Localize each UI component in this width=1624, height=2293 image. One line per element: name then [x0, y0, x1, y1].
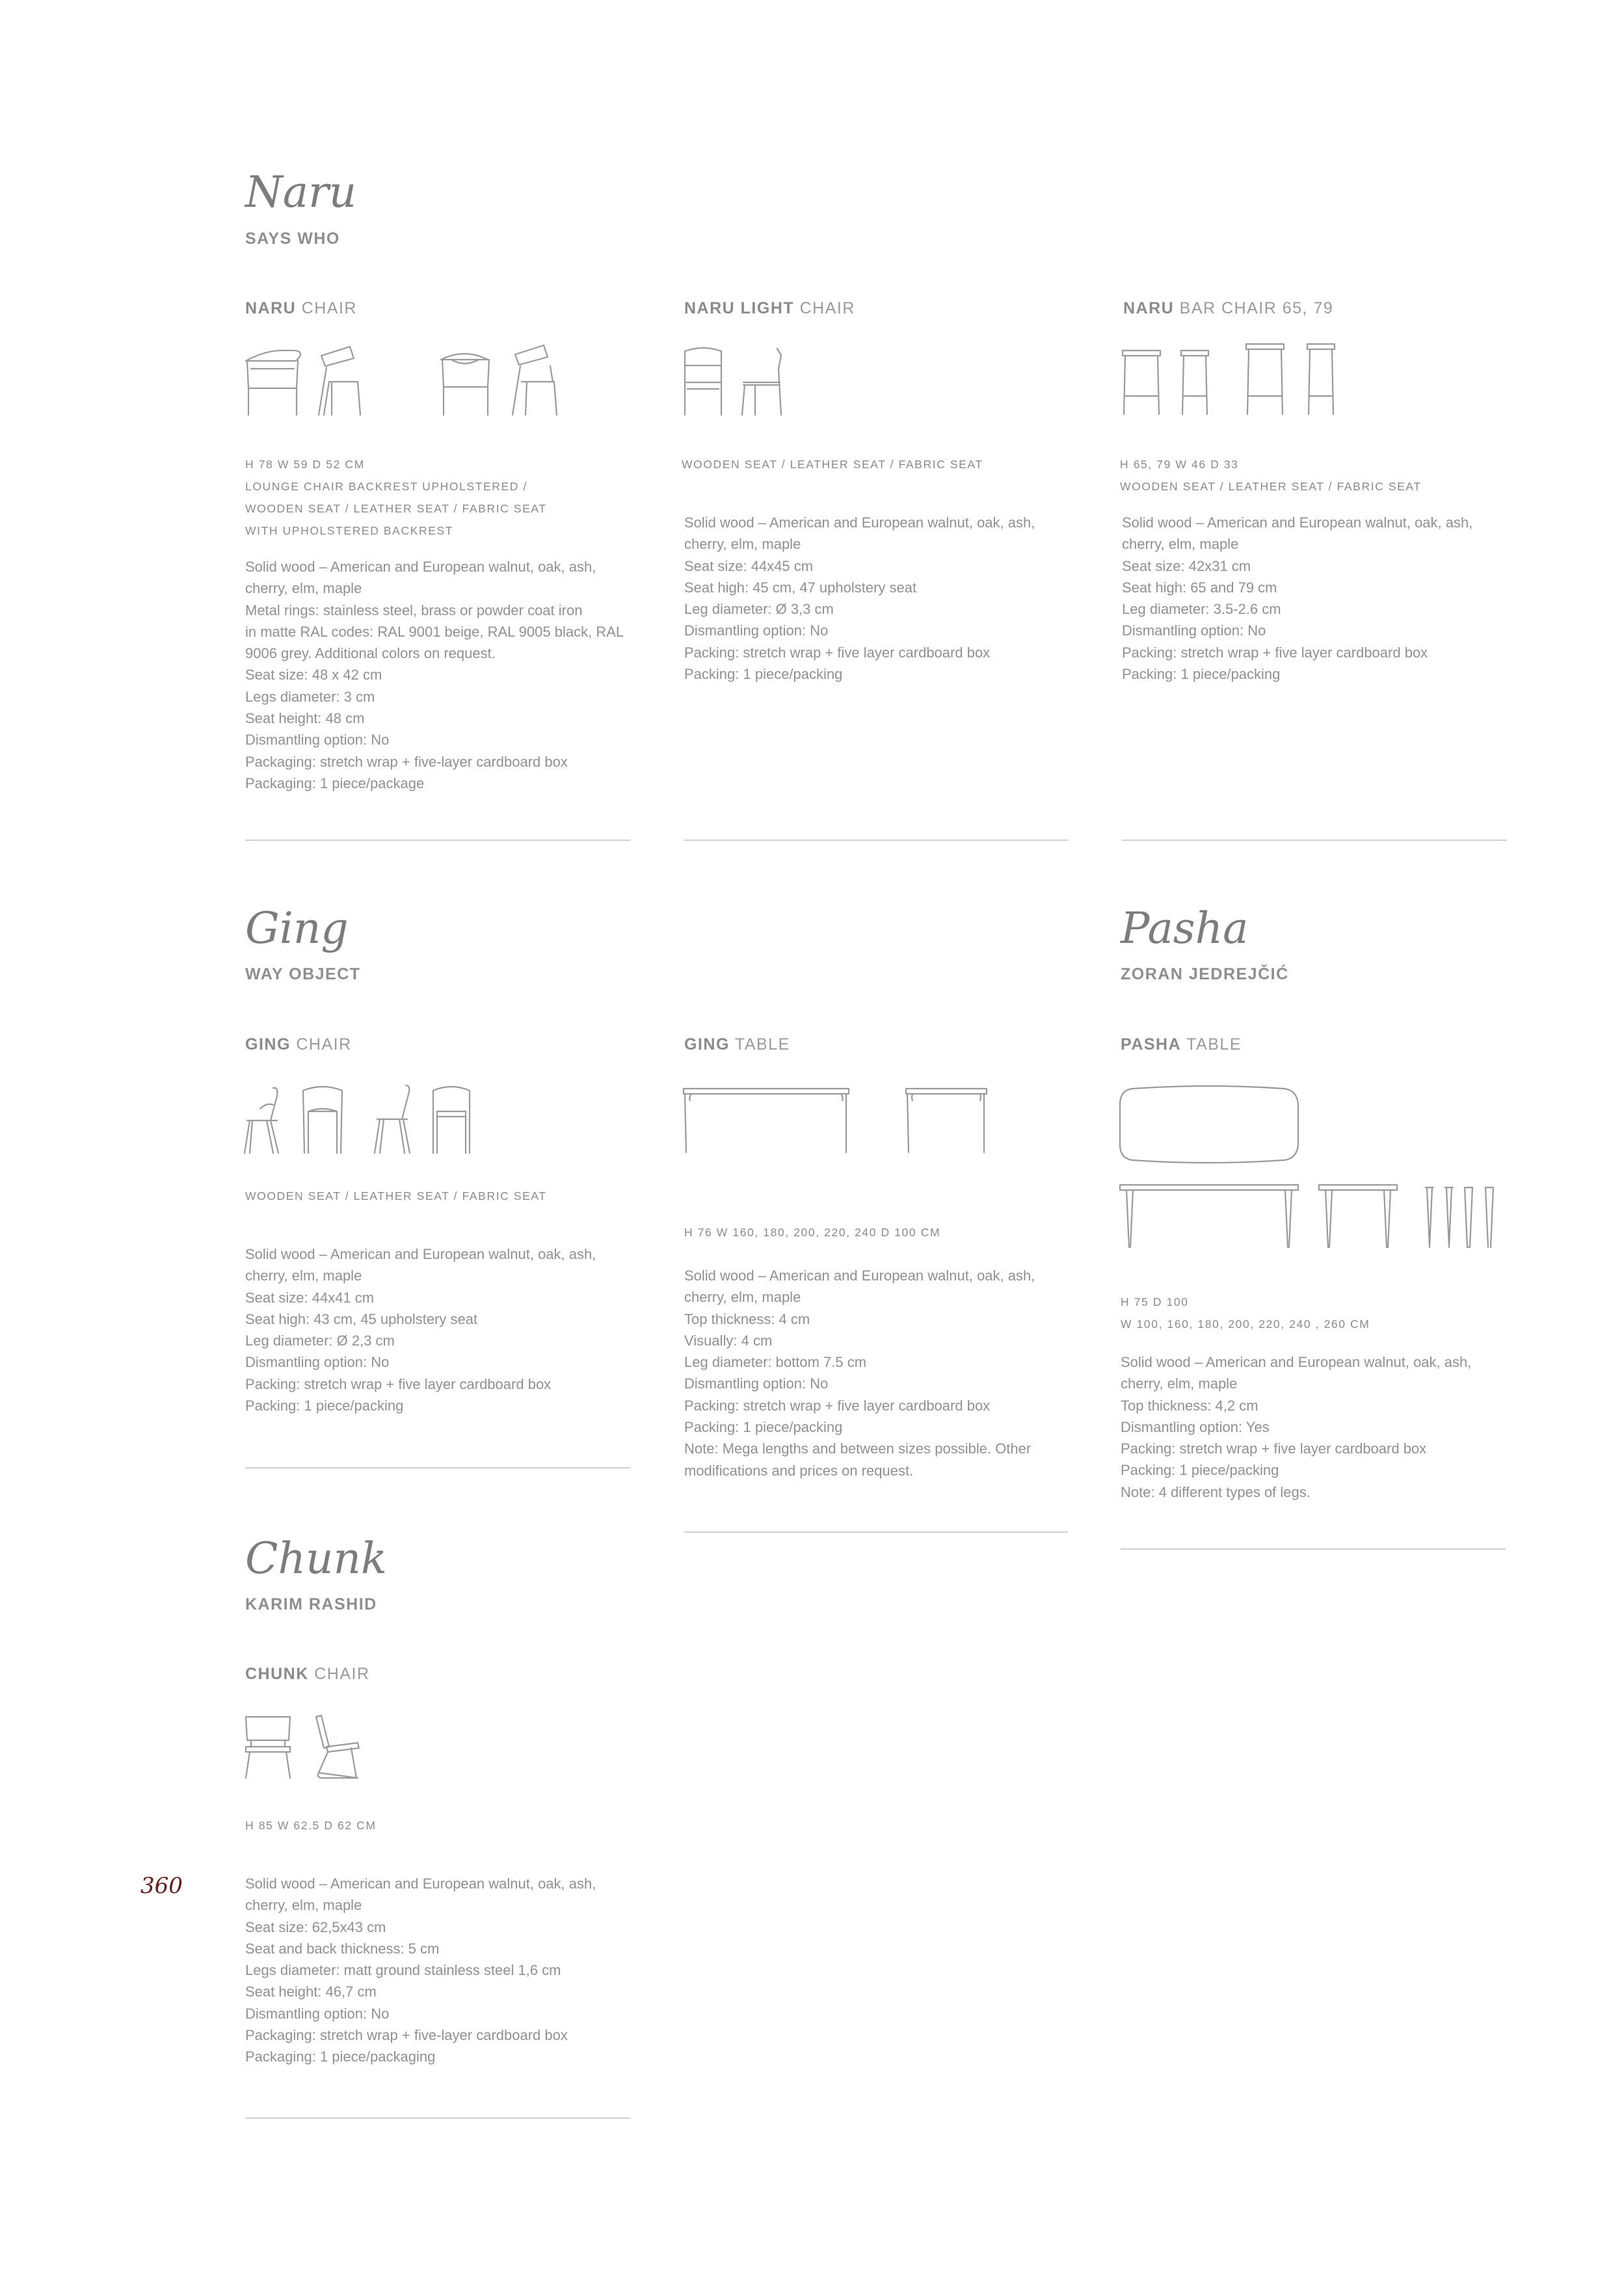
product-title-ging-chair: GING CHAIR [245, 1035, 352, 1054]
naru-bar-chair-79-side-drawing [1307, 344, 1335, 414]
pasha-table-end-drawing [1319, 1185, 1397, 1247]
naru-chair-drawings [241, 341, 579, 423]
specs-naru-light-chair: WOODEN SEAT / LEATHER SEAT / FABRIC SEAT [682, 458, 983, 471]
naru-light-chair-side-drawing [742, 349, 781, 415]
details-pasha-table: Solid wood – American and European walnut, oak, ash, cherry, elm, maple Top thickness: 4,2 cm Dismantling option: Yes Packing: stretch wrap + five layer cardboard box Packing: 1 piece/packing Note: 4 different types of legs. [1121, 1354, 1472, 1500]
naru-light-chair-drawings [680, 343, 797, 421]
pasha-table-side-drawing [1120, 1185, 1298, 1247]
ging-table-drawings [680, 1085, 992, 1156]
chunk-chair-drawings [241, 1710, 371, 1785]
product-title-naru-chair: NARU CHAIR [245, 299, 357, 317]
product-title-naru-bar-chair: NARU BAR CHAIR 65, 79 [1123, 299, 1334, 317]
ging-table-side-drawing [684, 1089, 849, 1152]
pasha-table-drawings [1117, 1085, 1508, 1254]
specs-ging-table: H 76 W 160, 180, 200, 220, 240 D 100 CM [684, 1226, 941, 1239]
specs-ging-chair: WOODEN SEAT / LEATHER SEAT / FABRIC SEAT [245, 1189, 547, 1202]
product-title-pasha-table: PASHA TABLE [1121, 1035, 1242, 1054]
chunk-chair-front-drawing [246, 1717, 290, 1778]
ging-chair-drawings [241, 1083, 488, 1158]
divider [684, 840, 1068, 841]
family-title-pasha: Pasha [1121, 903, 1249, 953]
details-ging-table: Solid wood – American and European walnut, oak, ash, cherry, elm, maple Top thickness: 4 cm Visually: 4 cm Leg diameter: bottom 7.5 cm Dismantling option: No Packing: stretch wrap + five layer cardboard box Packing: 1 piece/packing Note: Mega lengths and between sizes possible. Other modifications and prices on request. [684, 1267, 1035, 1479]
divider [1121, 1548, 1506, 1550]
designer-pasha: ZORAN JEDREJČIĆ [1121, 965, 1289, 983]
details-naru-light-chair: Solid wood – American and European walnut, oak, ash, cherry, elm, maple Seat size: 44x45 cm Seat high: 45 cm, 47 upholstery seat Leg diameter: Ø 3,3 cm Dismantling option: No Packing: stretch wrap + five layer cardboard box Packing: 1 piece/packing [684, 514, 1035, 683]
details-naru-bar-chair: Solid wood – American and European walnut, oak, ash, cherry, elm, maple Seat size: 42x31 cm Seat high: 65 and 79 cm Leg diameter: 3.5-2.6 cm Dismantling option: No Packing: stretch wrap + five layer cardboard box Packing: 1 piece/packing [1122, 514, 1473, 683]
naru-bar-chair-65-front-drawing [1123, 351, 1160, 414]
page-number: 360 [140, 1873, 183, 1899]
family-title-chunk: Chunk [245, 1533, 388, 1584]
naru-lounge-side-drawing [512, 345, 557, 415]
divider [245, 2117, 630, 2119]
ging-chair-front-drawing [303, 1087, 342, 1153]
chunk-chair-side-drawing [316, 1716, 359, 1778]
designer-chunk: KARIM RASHID [245, 1595, 377, 1613]
pasha-table-top-view-drawing [1120, 1086, 1298, 1163]
ging-table-end-drawing [906, 1089, 987, 1152]
divider [1122, 840, 1507, 841]
details-naru-chair: Solid wood – American and European walnut, oak, ash, cherry, elm, maple Metal rings: stainless steel, brass or powder coat iron in matte RAL codes: RAL 9001 beige, RAL 9005 black, RAL 9006 grey. Additional colors on request. Seat size: 48 x 42 cm Legs diameter: 3 cm Seat height: 48 cm Dismantling option: No Packaging: stretch wrap + five-layer cardboard box Packaging: 1 piece/package [245, 559, 624, 791]
naru-chair-side-drawing [319, 347, 360, 415]
specs-pasha-table: H 75 D 100 W 100, 160, 180, 200, 220, 240 , 260 CM [1121, 1295, 1370, 1331]
ging-chair-side-drawing [245, 1088, 278, 1153]
product-title-chunk-chair: CHUNK CHAIR [245, 1665, 370, 1683]
divider [245, 1467, 630, 1468]
divider [245, 840, 630, 841]
naru-light-chair-front-drawing [685, 348, 721, 415]
naru-bar-chair-65-side-drawing [1181, 351, 1208, 414]
specs-naru-bar-chair: H 65, 79 W 46 D 33 WOODEN SEAT / LEATHER SEAT / FABRIC SEAT [1120, 458, 1422, 493]
ging-light-chair-side-drawing [375, 1085, 410, 1153]
ging-light-chair-front-drawing [433, 1087, 470, 1153]
naru-bar-chair-drawings [1119, 341, 1346, 423]
product-title-ging-table: GING TABLE [684, 1035, 790, 1054]
naru-chair-front-drawing [246, 351, 300, 415]
family-title-ging: Ging [245, 903, 349, 953]
product-title-naru-light-chair: NARU LIGHT CHAIR [684, 299, 855, 317]
pasha-table-leg-types-drawing [1426, 1187, 1493, 1247]
specs-naru-chair: H 78 W 59 D 52 CM LOUNGE CHAIR BACKREST UPHOLSTERED / WOODEN SEAT / LEATHER SEAT / FABRIC SEAT WITH UPHOLSTERED BACKREST [245, 458, 547, 537]
designer-naru: SAYS WHO [245, 230, 340, 248]
naru-lounge-front-drawing [441, 354, 489, 415]
naru-bar-chair-79-front-drawing [1246, 344, 1284, 414]
specs-chunk-chair: H 85 W 62.5 D 62 CM [245, 1819, 377, 1832]
divider [684, 1531, 1068, 1533]
details-ging-chair: Solid wood – American and European walnut, oak, ash, cherry, elm, maple Seat size: 44x41 cm Seat high: 43 cm, 45 upholstery seat Leg diameter: Ø 2,3 cm Dismantling option: No Packing: stretch wrap + five layer cardboard box Packing: 1 piece/packing [245, 1246, 596, 1414]
family-title-naru: Naru [245, 167, 357, 217]
details-chunk-chair: Solid wood – American and European walnut, oak, ash, cherry, elm, maple Seat size: 62,5x43 cm Seat and back thickness: 5 cm Legs diameter: matt ground stainless steel 1,6 cm Seat height: 46,7 cm Dismantling option: No Packaging: stretch wrap + five-layer cardboard box Packaging: 1 piece/packaging [245, 1875, 596, 2065]
designer-ging: WAY OBJECT [245, 965, 361, 983]
